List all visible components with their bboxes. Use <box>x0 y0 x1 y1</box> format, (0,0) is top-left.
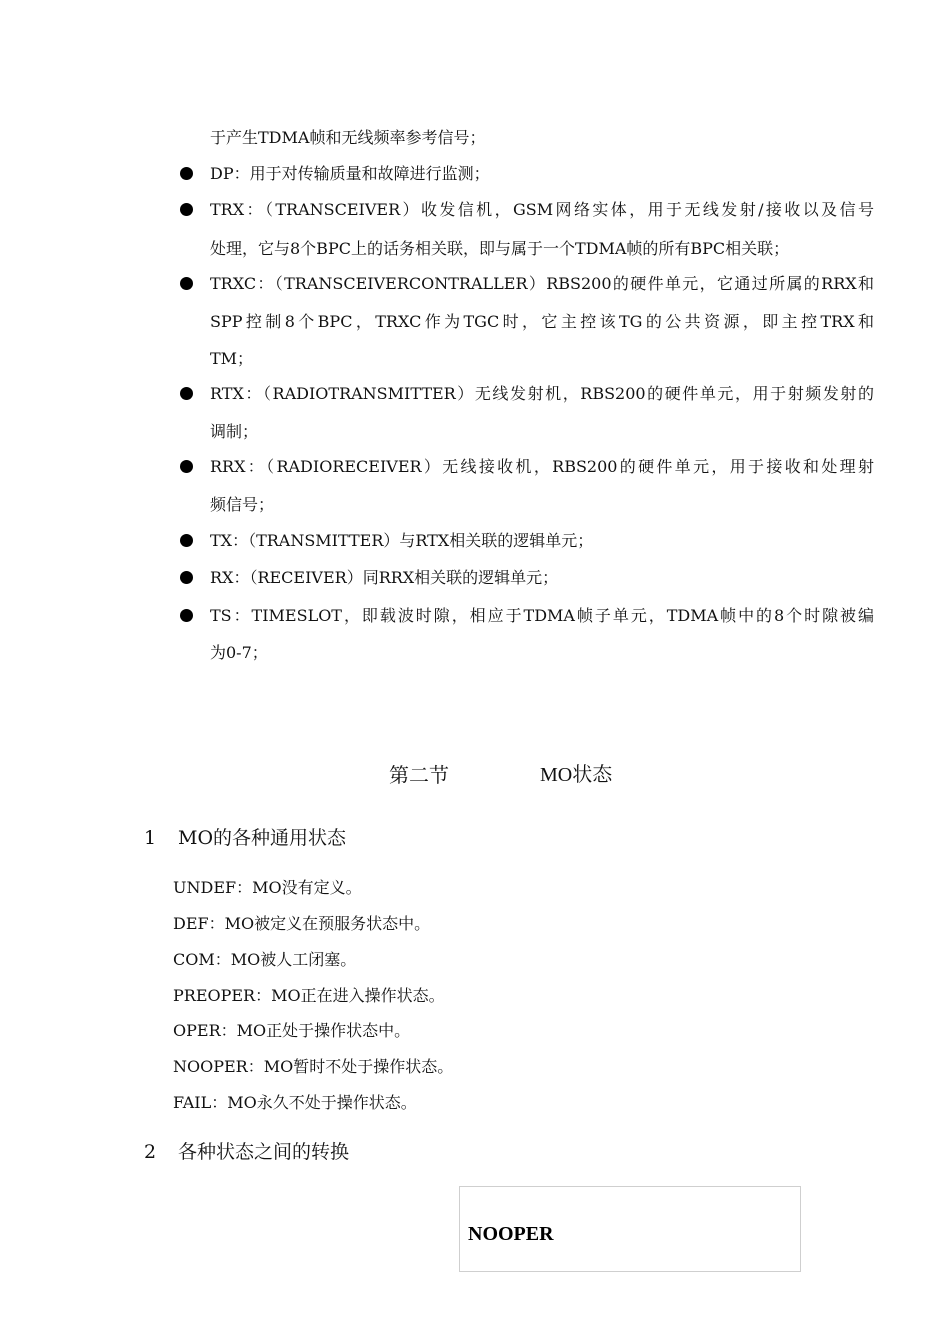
bullet-item-rx: RX：（RECEIVER）同RRX相关联的逻辑单元； <box>210 568 559 587</box>
bullet-icon <box>180 277 193 290</box>
heading-text: MO的各种通用状态 <box>178 827 347 849</box>
bullet-icon <box>180 387 193 400</box>
bullet-item-trxc: TRXC：（TRANSCEIVERCONTRALLER）RBS200的硬件单元，它通过所属的RRX和 <box>210 274 874 293</box>
bullet-item-trxc-cont: SPP控制8个BPC，TRXC作为TGC时，它主控该TG的公共资源，即主控TRX和 <box>210 312 874 331</box>
bullet-item-rrx-cont: 频信号； <box>210 495 275 514</box>
bullet-icon <box>180 571 193 584</box>
state-undef: UNDEF：MO没有定义。 <box>173 878 362 897</box>
bullet-item-rtx-cont: 调制； <box>210 422 259 441</box>
bullet-icon <box>180 203 193 216</box>
bullet-icon <box>180 460 193 473</box>
state-nooper: NOOPER：MO暂时不处于操作状态。 <box>173 1057 454 1076</box>
state-def: DEF：MO被定义在预服务状态中。 <box>173 914 431 933</box>
bullet-item-ts-cont: 为0-7； <box>210 643 268 662</box>
state-com: COM：MO被人工闭塞。 <box>173 950 357 969</box>
bullet-item-ts: TS：TIMESLOT，即载波时隙，相应于TDMA帧子单元，TDMA帧中的8个时隙被编 <box>210 606 874 625</box>
bullet-item-trxc-cont2: TM； <box>210 349 254 368</box>
bullet-item-trx: TRX：（TRANSCEIVER）收发信机，GSM网络实体，用于无线发射/接收以及信号 <box>210 200 874 219</box>
bullet-item-rtx: RTX：（RADIOTRANSMITTER）无线发射机，RBS200的硬件单元，用于射频发射的 <box>210 384 874 403</box>
state-box-nooper <box>459 1186 801 1272</box>
section-title: MO状态 <box>540 764 613 786</box>
state-box-label: NOOPER <box>468 1223 554 1245</box>
bullet-icon <box>180 167 193 180</box>
section-label: 第二节 <box>389 763 449 787</box>
heading-number: 1 <box>144 827 157 849</box>
bullet-icon <box>180 534 193 547</box>
bullet-item-rrx: RRX：（RADIORECEIVER）无线接收机，RBS200的硬件单元，用于接收和处理射 <box>210 457 874 476</box>
state-oper: OPER：MO正处于操作状态中。 <box>173 1021 411 1040</box>
heading-text: 各种状态之间的转换 <box>178 1141 350 1163</box>
bullet-item-dp: DP：用于对传输质量和故障进行监测； <box>210 164 490 183</box>
heading-number: 2 <box>144 1141 157 1163</box>
bullet-continuation: 于产生TDMA帧和无线频率参考信号； <box>210 128 486 147</box>
state-fail: FAIL：MO永久不处于操作状态。 <box>173 1093 417 1112</box>
state-preoper: PREOPER：MO正在进入操作状态。 <box>173 986 445 1005</box>
bullet-item-trx-cont: 处理，它与8个BPC上的话务相关联，即与属于一个TDMA帧的所有BPC相关联； <box>210 239 790 258</box>
bullet-item-tx: TX：（TRANSMITTER）与RTX相关联的逻辑单元； <box>210 531 594 550</box>
bullet-icon <box>180 609 193 622</box>
